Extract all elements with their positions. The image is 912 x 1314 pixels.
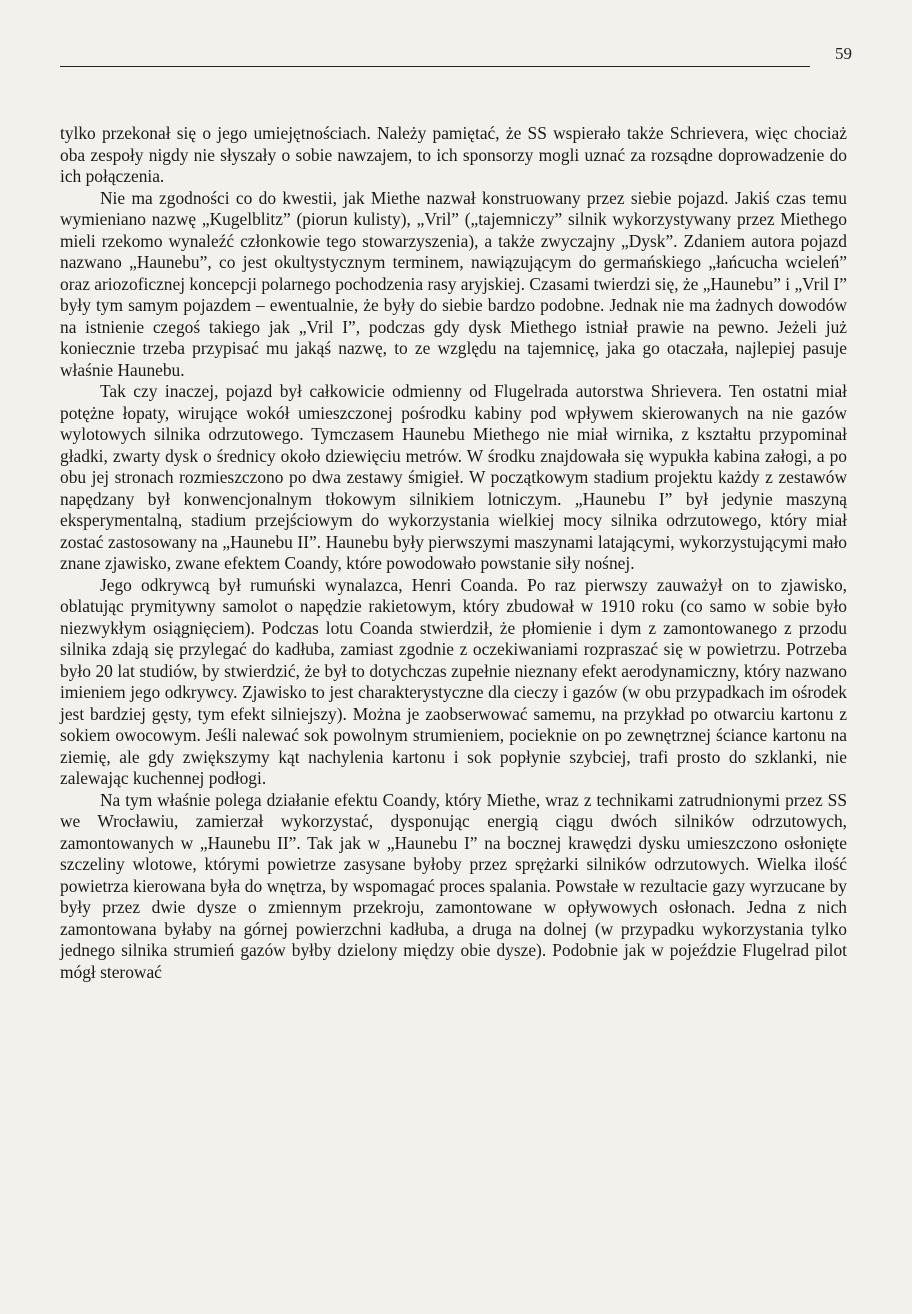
paragraph: Tak czy inaczej, pojazd był całkowicie odmienny od Flugelrada autorstwa Shrievera. Ten ostatni miał potężne łopaty, wirujące wokół umieszczonej pośrodku kabiny pod wpływem skierowanych na nie gazów wylotowych silnika odrzutowego. Tymczasem Haunebu Miethego nie miał wirnika, z kształtu przypominał gładki, zwarty dysk o średnicy około dziewięciu metrów. W środku znajdowała się wypukła kabina załogi, a po obu jej stronach rozmieszczono po dwa zestawy śmigieł. W początkowym stadium projektu każdy z zestawów napędzany był konwencjonalnym tłokowym silnikiem lotniczym. „Haunebu I” był jedynie maszyną eksperymentalną, stadium przejściowym do wykorzystania wielkiej mocy silnika odrzutowego, który miał zostać zastosowany na „Haunebu II”. Haunebu były pierwszymi maszynami latającymi, wykorzystującymi mało znane zjawisko, zwane efektem Coandy, które powodowało powstanie siły nośnej. [60,381,847,573]
paragraph: Na tym właśnie polega działanie efektu Coandy, który Miethe, wraz z technikami zatrudnionymi przez SS we Wrocławiu, zamierzał wykorzystać, dysponując energią ciągu dwóch silników odrzutowych, zamontowanych w „Haunebu II”. Tak jak w „Haunebu I” na bocznej krawędzi dysku umieszczono osłonięte szczeliny wlotowe, którymi powietrze zasysane byłoby przez sprężarki silników odrzutowych. Wielka ilość powietrza kierowana była do wnętrza, by wspomagać proces spalania. Powstałe w rezultacie gazy wyrzucane by były przez dwie dysze o zmiennym przekroju, zamontowane w opływowych osłonach. Jedna z nich zamontowana byłaby na górnej powierzchni kadłuba, a druga na dolnej (w przypadku wykorzystania tylko jednego silnika strumień gazów byłby dzielony między obie dysze). Podobnie jak w pojeździe Flugelrad pilot mógł sterować [60,789,847,982]
paragraph: Jego odkrywcą był rumuński wynalazca, Henri Coanda. Po raz pierwszy zauważył on to zjawisko, oblatując prymitywny samolot o napędzie rakietowym, który zbudował w 1910 roku (co samo w sobie było niezwykłym osiągnięciem). Podczas lotu Coanda stwierdził, że płomienie i dym z zamontowanego z przodu silnika zdają się przylegać do kadłuba, zamiast zgodnie z oczekiwaniami rozpraszać się w powietrzu. Potrzeba było 20 lat studiów, by stwierdzić, że był to dotychczas zupełnie nieznany efekt aerodynamiczny, który nazwano imieniem jego odkrywcy. Zjawisko to jest charakterystyczne dla cieczy i gazów (w obu przypadkach im ośrodek jest bardziej gęsty, tym efekt silniejszy). Można je zaobserwować samemu, na przykład po otwarciu kartonu z sokiem owocowym. Jeśli nalewać sok powolnym strumieniem, pocieknie on po zewnętrznej ściance kartonu na ziemię, ale gdy zwiększymy kąt nachylenia kartonu i sok popłynie szybciej, trafi prosto do szklanki, nie zalewając kuchennej podłogi. [60,574,847,788]
page-number: 59 [835,44,852,63]
body-text [60,123,847,983]
paragraph: tylko przekonał się o jego umiejętnościach. Należy pamiętać, że SS wspierało także Schrievera, więc chociaż oba zespoły nigdy nie słyszały o sobie nawzajem, to ich sponsorzy mogli uznać za rozsądne doprowadzenie do ich połączenia. [60,123,847,186]
paragraph: Nie ma zgodności co do kwestii, jak Miethe nazwał konstruowany przez siebie pojazd. Jakiś czas temu wymieniano nazwę „Kugelblitz” (piorun kulisty), „Vril” („tajemniczy” silnik wykorzystywany przez Miethego mieli rzekomo wynaleźć członkowie tego stowarzyszenia), a także zwyczajny „Dysk”. Zdaniem autora pojazd nazwano „Haunebu”, co jest okultystycznym terminem, nawiązującym do germańskiego „łańcucha wcieleń” oraz ariozoficznej koncepcji polarnego pochodzenia rasy aryjskiej. Czasami twierdzi się, że „Haunebu” i „Vril I” były tym samym pojazdem – ewentualnie, że były do siebie bardzo podobne. Jednak nie ma żadnych dowodów na istnienie czegoś takiego jak „Vril I”, podczas gdy dysk Miethego istniał prawie na pewno. Jeżeli już koniecznie trzeba przypisać mu jakąś nazwę, to ze względu na tajemnicę, jaka go otaczała, najlepiej pasuje właśnie Haunebu. [60,187,847,380]
header-rule [60,66,810,67]
